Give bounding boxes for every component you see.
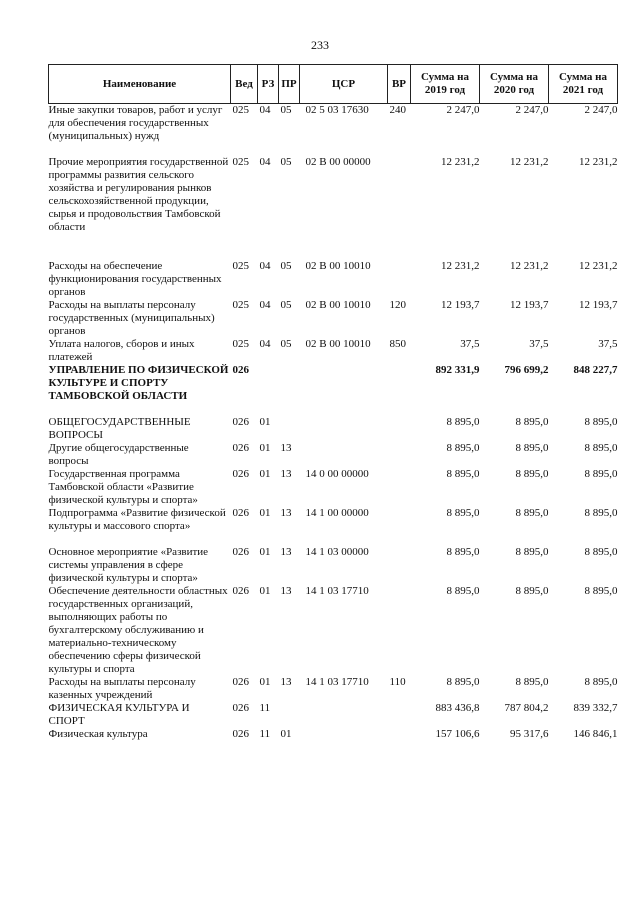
row-name: ФИЗИЧЕСКАЯ КУЛЬТУРА И СПОРТ: [48, 701, 190, 727]
row-ved: 026: [232, 415, 249, 428]
row-sum-2020: 787 804,2: [504, 701, 549, 714]
row-sum-2021: 8 895,0: [584, 415, 618, 428]
row-ved: 026: [232, 467, 249, 480]
row-pr: 13: [280, 545, 292, 558]
row-name: Расходы на обеспечение функционирования государственных органов: [48, 259, 222, 298]
row-ved: 025: [232, 155, 249, 168]
row-sum-2021: 12 193,7: [579, 298, 618, 311]
row-rz: 04: [259, 259, 271, 272]
table-row: [49, 156, 618, 260]
row-vr: [388, 416, 411, 442]
row-ved: 025: [232, 337, 249, 350]
row-vr: [388, 702, 411, 728]
row-csr: 02 В 00 10010: [305, 259, 371, 272]
row-sum-2020: 12 231,2: [510, 259, 549, 272]
budget-table: [48, 64, 618, 752]
row-rz: 01: [259, 441, 271, 454]
row-vr: [388, 260, 411, 299]
row-sum-2021: 839 332,7: [573, 701, 618, 714]
row-pr: 05: [280, 337, 292, 350]
row-pr: 05: [280, 259, 292, 272]
row-sum-2020: 95 317,6: [510, 727, 549, 740]
header-sum-2020: Сумма на 2020 год: [480, 65, 549, 104]
row-ved: 026: [232, 363, 249, 376]
row-csr: [300, 702, 388, 728]
row-csr: [300, 442, 388, 468]
row-sum-2021: 8 895,0: [584, 467, 618, 480]
row-rz: 01: [259, 506, 271, 519]
row-sum-2019: 8 895,0: [446, 415, 480, 428]
row-sum-2021: 146 846,1: [573, 727, 618, 740]
row-sum-2020: 8 895,0: [515, 506, 549, 519]
row-sum-2020: 8 895,0: [515, 441, 549, 454]
row-vr: [388, 156, 411, 260]
table-row: [49, 104, 618, 156]
row-csr: [300, 728, 388, 752]
header-ved: Вед: [231, 65, 258, 104]
row-ved: 026: [232, 701, 249, 714]
row-sum-2019: 12 193,7: [441, 298, 480, 311]
row-ved: 026: [232, 584, 249, 597]
row-sum-2020: 8 895,0: [515, 675, 549, 688]
row-vr: [388, 728, 411, 752]
table-row: [49, 507, 618, 546]
row-ved: 025: [232, 104, 249, 116]
row-ved: 026: [232, 506, 249, 519]
row-sum-2021: 8 895,0: [584, 675, 618, 688]
row-sum-2019: 8 895,0: [446, 467, 480, 480]
row-vr: [388, 364, 411, 416]
row-ved: 026: [232, 545, 249, 558]
header-csr: ЦСР: [300, 65, 388, 104]
row-sum-2019: 8 895,0: [446, 441, 480, 454]
row-csr: 14 1 03 17710: [305, 584, 369, 597]
row-sum-2019: 8 895,0: [446, 506, 480, 519]
table-row: [49, 299, 618, 338]
row-name: Иные закупки товаров, работ и услуг для обеспечения государственных (муниципальных) нужд: [48, 104, 223, 142]
row-rz: 04: [259, 104, 271, 116]
table-header-row: [49, 65, 618, 104]
row-sum-2020: 37,5: [529, 337, 549, 350]
row-sum-2019: 892 331,9: [435, 363, 480, 376]
row-vr: [388, 507, 411, 546]
row-ved: 026: [232, 675, 249, 688]
row-csr: 14 1 00 00000: [305, 506, 369, 519]
row-csr: 02 В 00 00000: [305, 155, 371, 168]
row-pr: 13: [280, 467, 292, 480]
row-sum-2020: 12 193,7: [510, 298, 549, 311]
row-rz: 11: [259, 727, 271, 740]
row-sum-2021: 8 895,0: [584, 441, 618, 454]
row-name: Уплата налогов, сборов и иных платежей: [48, 337, 195, 363]
row-sum-2019: 157 106,6: [435, 727, 480, 740]
row-rz: 01: [259, 415, 271, 428]
row-sum-2019: 8 895,0: [446, 545, 480, 558]
row-pr: [279, 364, 300, 416]
row-name: Прочие мероприятия государственной программы развития сельского хозяйства и регулирования рынков сельскохозяйственной продукции, сырья и продовольствия Тамбовской области: [48, 155, 229, 233]
row-vr: 850: [389, 337, 406, 350]
row-sum-2019: 12 231,2: [441, 259, 480, 272]
page-number: 233: [311, 38, 329, 52]
row-rz: 01: [259, 584, 271, 597]
row-rz: 04: [259, 298, 271, 311]
row-ved: 026: [232, 727, 249, 740]
table-row: [49, 676, 618, 702]
header-sum-2021: Сумма на 2021 год: [549, 65, 618, 104]
row-pr: 13: [280, 441, 292, 454]
row-vr: [388, 585, 411, 676]
table-row: [49, 364, 618, 416]
row-sum-2021: 12 231,2: [579, 259, 618, 272]
table-body: [49, 104, 618, 752]
table-row: [49, 416, 618, 442]
row-vr: [388, 546, 411, 585]
row-sum-2019: 12 231,2: [441, 155, 480, 168]
row-sum-2019: 37,5: [460, 337, 480, 350]
row-rz: [258, 364, 279, 416]
header-vr: ВР: [388, 65, 411, 104]
table-row: [49, 338, 618, 364]
row-ved: 025: [232, 259, 249, 272]
row-vr: 120: [389, 298, 406, 311]
row-sum-2021: 8 895,0: [584, 545, 618, 558]
row-pr: [279, 702, 300, 728]
row-name: Основное мероприятие «Развитие системы управления в сфере физической культуры и спорта»: [48, 545, 209, 584]
row-sum-2019: 2 247,0: [446, 104, 480, 116]
row-ved: 025: [232, 298, 249, 311]
row-rz: 04: [259, 337, 271, 350]
row-pr: 05: [280, 155, 292, 168]
table-row: [49, 585, 618, 676]
row-csr: [300, 416, 388, 442]
row-pr: 13: [280, 506, 292, 519]
row-name: УПРАВЛЕНИЕ ПО ФИЗИЧЕСКОЙ КУЛЬТУРЕ И СПОРТУ ТАМБОВСКОЙ ОБЛАСТИ: [48, 363, 229, 402]
table-row: [49, 442, 618, 468]
header-rz: РЗ: [258, 65, 279, 104]
row-sum-2021: 8 895,0: [584, 506, 618, 519]
row-pr: 13: [280, 584, 292, 597]
row-sum-2021: 37,5: [598, 337, 618, 350]
row-rz: 01: [259, 675, 271, 688]
row-sum-2019: 8 895,0: [446, 584, 480, 597]
row-sum-2020: 8 895,0: [515, 415, 549, 428]
row-rz: 01: [259, 467, 271, 480]
row-name: Другие общегосударственные вопросы: [48, 441, 189, 467]
row-sum-2020: 2 247,0: [515, 104, 549, 116]
row-name: Расходы на выплаты персоналу государственных (муниципальных) органов: [48, 298, 215, 337]
row-rz: 01: [259, 545, 271, 558]
row-name: Подпрограмма «Развитие физической культуры и массового спорта»: [48, 506, 226, 532]
row-rz: 04: [259, 155, 271, 168]
row-vr: [388, 442, 411, 468]
table-row: [49, 260, 618, 299]
row-sum-2021: 8 895,0: [584, 584, 618, 597]
table-row: [49, 546, 618, 585]
row-csr: 02 В 00 10010: [305, 337, 371, 350]
row-csr: 02 В 00 10010: [305, 298, 371, 311]
row-pr: 13: [280, 675, 292, 688]
row-sum-2020: 8 895,0: [515, 545, 549, 558]
row-sum-2019: 883 436,8: [435, 701, 480, 714]
row-sum-2020: 12 231,2: [510, 155, 549, 168]
row-sum-2019: 8 895,0: [446, 675, 480, 688]
row-pr: 01: [280, 727, 292, 740]
row-sum-2020: 8 895,0: [515, 467, 549, 480]
row-pr: [279, 416, 300, 442]
table-row: [49, 728, 618, 752]
row-vr: 240: [389, 104, 406, 116]
table-row: [49, 468, 618, 507]
header-pr: ПР: [279, 65, 300, 104]
row-rz: 11: [259, 701, 271, 714]
header-sum-2019: Сумма на 2019 год: [411, 65, 480, 104]
row-sum-2020: 8 895,0: [515, 584, 549, 597]
row-name: Государственная программа Тамбовской области «Развитие физической культуры и спорта»: [48, 467, 198, 506]
row-sum-2020: 796 699,2: [504, 363, 549, 376]
row-sum-2021: 12 231,2: [579, 155, 618, 168]
row-name: ОБЩЕГОСУДАРСТВЕННЫЕ ВОПРОСЫ: [48, 415, 191, 441]
row-csr: 14 1 03 00000: [305, 545, 369, 558]
row-ved: 026: [232, 441, 249, 454]
row-csr: [300, 364, 388, 416]
table-row: [49, 702, 618, 728]
row-csr: 14 0 00 00000: [305, 467, 369, 480]
row-vr: [388, 468, 411, 507]
row-csr: 02 5 03 17630: [305, 104, 369, 116]
row-vr: 110: [389, 675, 406, 688]
row-name: Обеспечение деятельности областных государственных организаций, выполняющих работы по бухгалтерскому обслуживанию и материально-техническому обеспечению сферы физической культуры и спорта: [48, 584, 228, 675]
row-sum-2021: 848 227,7: [573, 363, 618, 376]
row-name: Физическая культура: [48, 727, 148, 740]
row-sum-2021: 2 247,0: [584, 104, 618, 116]
row-pr: 05: [280, 104, 292, 116]
header-name: Наименование: [49, 65, 231, 104]
row-name: Расходы на выплаты персоналу казенных учреждений: [48, 675, 196, 701]
row-pr: 05: [280, 298, 292, 311]
row-csr: 14 1 03 17710: [305, 675, 369, 688]
